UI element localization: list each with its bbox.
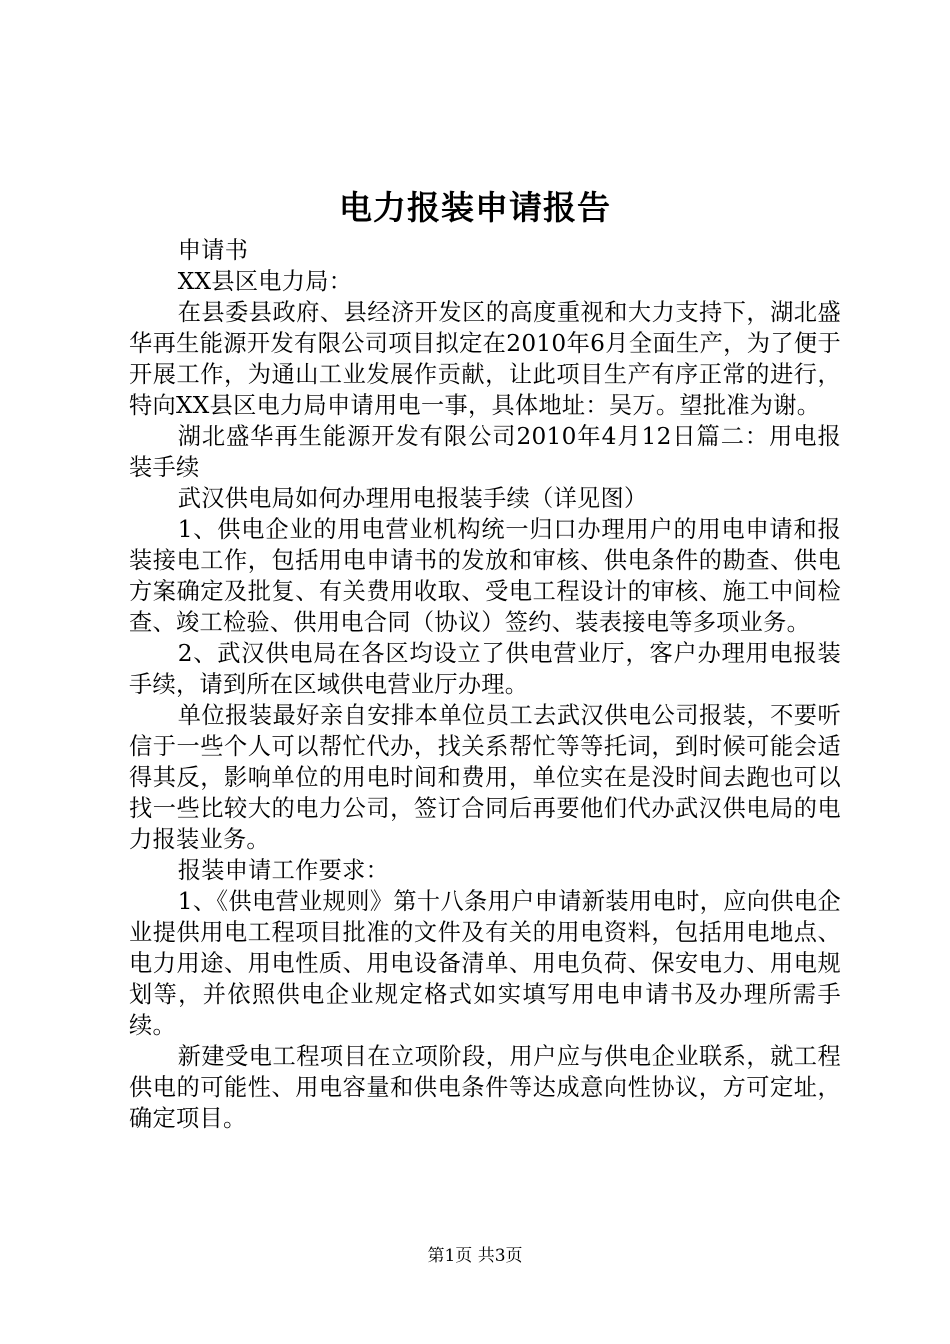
paragraph: 1、供电企业的用电营业机构统一归口办理用户的用电申请和报装接电工作，包括用电申请书的发放和审核、供电条件的勘查、供电方案确定及批复、有关费用收取、受电工程设计的审核、施工中间检查、竣工检验、供用电合同（协议）签约、装表接电等多项业务。 [129,516,841,636]
paragraph: 报装申请工作要求： [177,857,390,884]
paragraph: 1、《供电营业规则》第十八条用户申请新装用电时，应向供电企业提供用电工程项目批准的文件及有关的用电资料，包括用电地点、电力用途、用电性质、用电设备清单、用电负荷、保安电力、用电规划等，并依照供电企业规定格式如实填写用电申请书及办理所需手续。 [129,888,841,1039]
page-footer: 第1页 共3页 [427,1246,523,1266]
paragraph: 武汉供电局如何办理用电报装手续（详见图） [177,485,648,512]
paragraph: 申请书 [177,237,249,264]
paragraph: 在县委县政府、县经济开发区的高度重视和大力支持下，湖北盛华再生能源开发有限公司项目拟定在2010年6月全面生产，为了便于开展工作，为通山工业发展作贡献，让此项目生产有序正常的进行，特向XX县区电力局申请用电一事，具体地址：吴万。望批准为谢。 [129,299,841,419]
paragraph: 2、武汉供电局在各区均设立了供电营业厅，客户办理用电报装手续，请到所在区域供电营业厅办理。 [129,640,841,698]
paragraph: 新建受电工程项目在立项阶段，用户应与供电企业联系，就工程供电的可能性、用电容量和供电条件等达成意向性协议，方可定址，确定项目。 [129,1043,841,1132]
paragraph: 单位报装最好亲自安排本单位员工去武汉供电公司报装，不要听信于一些个人可以帮忙代办，找关系帮忙等等托词，到时候可能会适得其反，影响单位的用电时间和费用，单位实在是没时间去跑也可以找一些比较大的电力公司，签订合同后再要他们代办武汉供电局的电力报装业务。 [129,702,841,853]
paragraph: 湖北盛华再生能源开发有限公司2010年4月12日篇二：用电报装手续 [129,423,841,481]
paragraph: XX县区电力局： [177,268,353,295]
document-body [129,235,841,1134]
document-title: 电力报装申请报告 [339,188,611,227]
